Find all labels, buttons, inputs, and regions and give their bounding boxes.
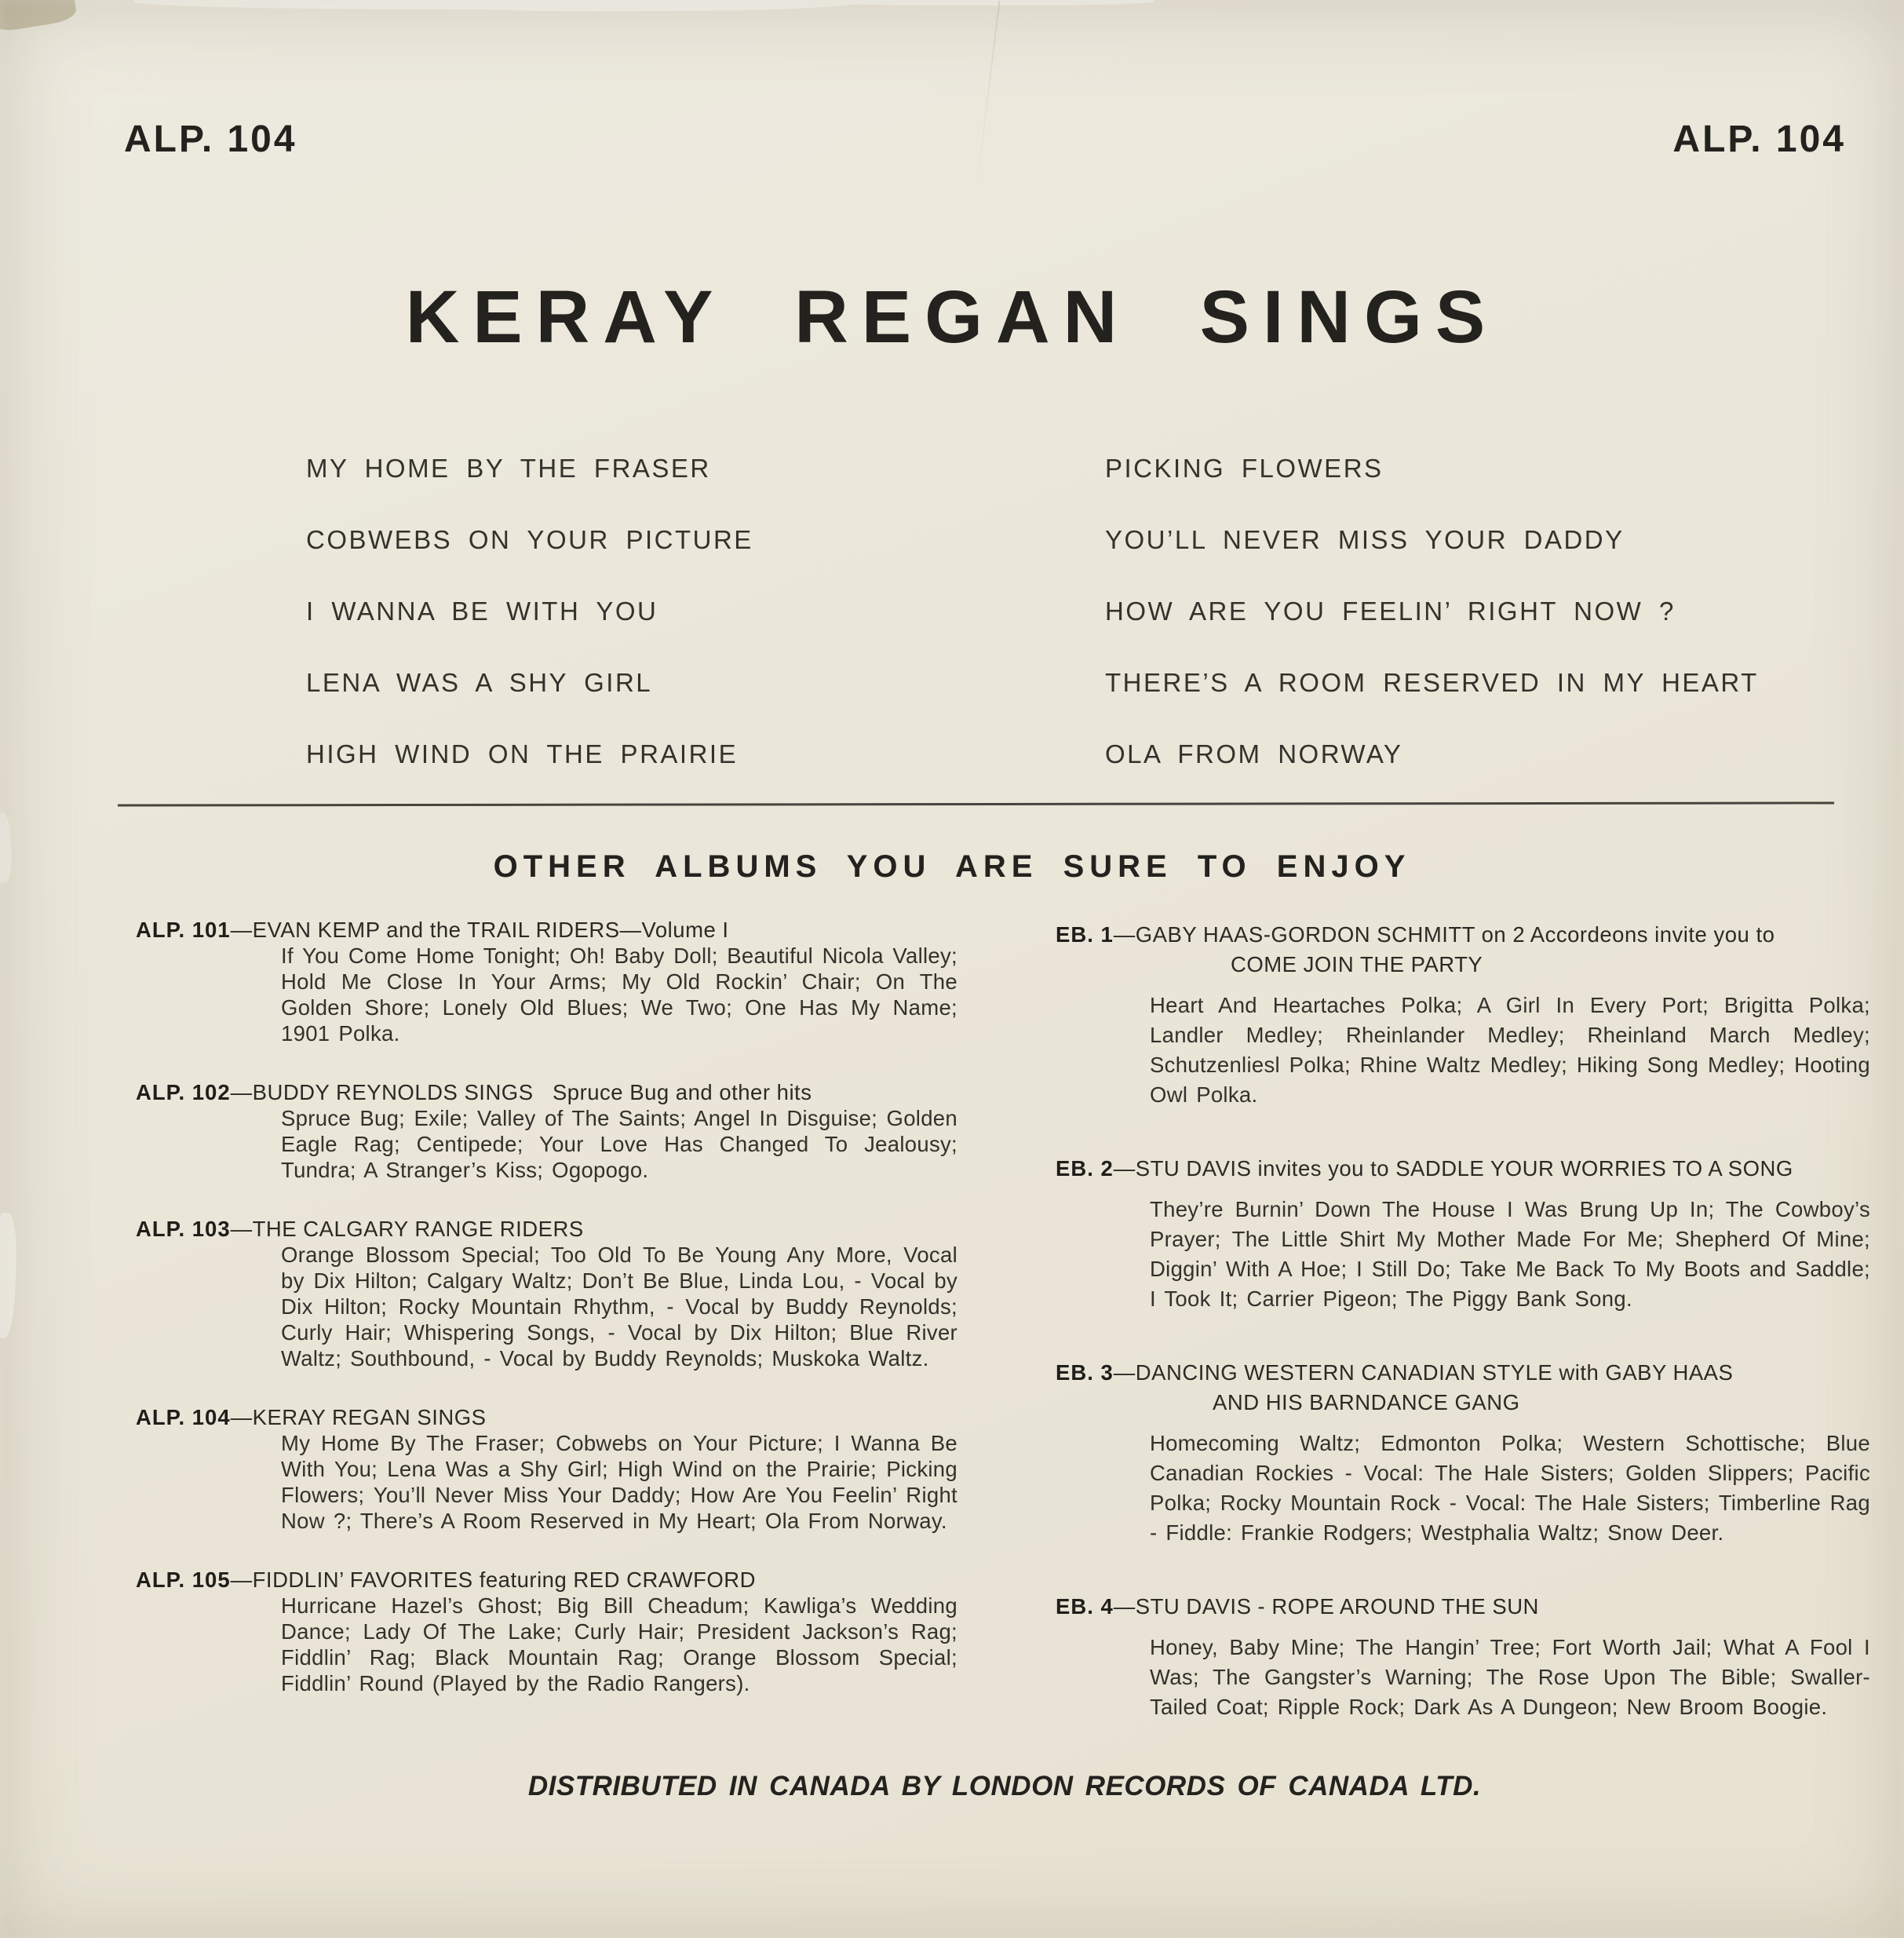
album-dash: — (1113, 1360, 1136, 1385)
album-dash: — (230, 918, 253, 942)
track-item: MY HOME BY THE FRASER (306, 454, 711, 483)
album-head-subtitle: COME JOIN THE PARTY (1231, 952, 1483, 976)
album-head-title: GABY HAAS-GORDON SCHMITT on 2 Accordeons invite you to (1135, 922, 1775, 947)
album-head (1056, 920, 1870, 950)
album-head-title: KERAY REGAN SINGS (252, 1405, 487, 1429)
track-item: OLA FROM NORWAY (1105, 739, 1403, 768)
album-head-title: STU DAVIS invites you to SADDLE YOUR WORRIES TO A SONG (1135, 1156, 1793, 1181)
paper-tear-top (440, 0, 863, 12)
album-label: EB. 3 (1056, 1360, 1114, 1385)
other-albums-heading: OTHER ALBUMS YOU ARE SURE TO ENJOY (493, 849, 1411, 884)
album-tracks: Homecoming Waltz; Edmonton Polka; Western Schottische; Blue Canadian Rockies - Vocal: The Hale Sisters; Golden Slippers; Pacific Polka; Rocky Mountain Rock - Vocal: The Hale Sisters; Timberline Rag - Fiddle: Frankie Rodgers; Westphalia Waltz; Snow Deer. (1150, 1431, 1870, 1545)
album-tracks: Heart And Heartaches Polka; A Girl In Every Port; Brigitta Polka; Landler Medley; Rheinlander Medley; Rheinland March Medley; Schutzenliesl Polka; Rhine Waltz Medley; Hiking Song Medley; Hooting Owl Polka. (1150, 993, 1870, 1107)
track-item: PICKING FLOWERS (1105, 454, 1384, 483)
album-head (136, 1404, 957, 1430)
album-dash: — (230, 1568, 253, 1592)
album-entry-alp104 (136, 1404, 957, 1534)
album-head (136, 917, 957, 943)
album-tracks: They’re Burnin’ Down The House I Was Brung Up In; The Cowboy’s Prayer; The Little Shirt My Mother Made For Me; Shepherd Of Mine; Diggin’ With A Hoe; I Still Do; Take Me Back To My Boots and Saddle; I Took It; Carrier Pigeon; The Piggy Bank Song. (1150, 1197, 1870, 1311)
album-dash: — (1113, 1594, 1136, 1619)
album-head (1056, 1358, 1870, 1388)
album-head-title: DANCING WESTERN CANADIAN STYLE with GABY HAAS (1135, 1360, 1734, 1385)
corner-wear (0, 0, 78, 33)
album-label: ALP. 101 (136, 918, 231, 942)
album-head (136, 1216, 957, 1242)
album-label: ALP. 105 (136, 1568, 231, 1592)
albums-column-right (1056, 920, 1870, 1722)
album-label: EB. 4 (1056, 1594, 1114, 1619)
album-tracks: Orange Blossom Special; Too Old To Be Young Any More, Vocal by Dix Hilton; Calgary Waltz; Don’t Be Blue, Linda Lou, - Vocal by Dix Hilton; Rocky Mountain Rhythm, - Vocal by Buddy Reynolds; Curly Hair; Whispering Songs, - Vocal by Dix Hilton; Blue River Waltz; Southbound, - Vocal by Buddy Reynolds; Muskoka Waltz. (281, 1243, 957, 1370)
track-item: THERE’S A ROOM RESERVED IN MY HEART (1105, 668, 1759, 697)
track-item: LENA WAS A SHY GIRL (306, 668, 653, 697)
album-head-subtitle: AND HIS BARNDANCE GANG (1213, 1390, 1520, 1414)
album-head-title: THE CALGARY RANGE RIDERS (252, 1217, 584, 1241)
catalog-number-left: ALP. 104 (124, 119, 297, 160)
album-dash: — (230, 1217, 253, 1241)
album-head-title: FIDDLIN’ FAVORITES featuring RED CRAWFORD (252, 1568, 757, 1592)
album-label: EB. 1 (1056, 922, 1114, 947)
album-label: EB. 2 (1056, 1156, 1114, 1181)
catalog-number-right: ALP. 104 (1672, 119, 1846, 160)
paper-crease (976, 1, 1000, 188)
album-tracks: Honey, Baby Mine; The Hangin’ Tree; Fort Worth Jail; What A Fool I Was; The Gangster’s Warning; The Rose Upon The Bible; Swaller-Tailed Coat; Ripple Rock; Dark As A Dungeon; New Broom Boogie. (1150, 1635, 1870, 1719)
album-entry-alp103 (136, 1216, 957, 1371)
album-label: ALP. 102 (136, 1080, 231, 1104)
album-head (136, 1567, 957, 1593)
track-item: I WANNA BE WITH YOU (306, 597, 658, 626)
album-dash: — (1113, 922, 1136, 947)
album-entry-eb4 (1056, 1592, 1870, 1722)
album-tracks: Spruce Bug; Exile; Valley of The Saints; Angel In Disguise; Golden Eagle Rag; Centipede; Your Love Has Changed To Jealousy; Tundra; A Stranger’s Kiss; Ogopogo. (281, 1106, 957, 1182)
album-entry-eb2 (1056, 1154, 1870, 1314)
album-head-title: STU DAVIS - ROPE AROUND THE SUN (1135, 1594, 1539, 1619)
tracklist-right (1105, 454, 1759, 769)
album-label: ALP. 103 (136, 1217, 231, 1241)
tracklist-left (306, 454, 753, 769)
album-entry-alp105 (136, 1567, 957, 1696)
album-head (136, 1079, 957, 1105)
album-tracks: If You Come Home Tonight; Oh! Baby Doll; Beautiful Nicola Valley; Hold Me Close In Your Arms; My Old Rockin’ Chair; On The Golden Shore; Lonely Old Blues; We Two; One Has My Name; 1901 Polka. (281, 943, 957, 1046)
album-label: ALP. 104 (136, 1405, 231, 1429)
track-item: COBWEBS ON YOUR PICTURE (306, 525, 753, 554)
album-head (1056, 1154, 1870, 1184)
album-dash: — (230, 1080, 253, 1104)
album-entry-alp101 (136, 917, 957, 1046)
album-entry-alp102 (136, 1079, 957, 1183)
track-item: YOU’LL NEVER MISS YOUR DADDY (1105, 525, 1625, 554)
album-dash: — (230, 1405, 253, 1429)
paper-tear-top (816, 0, 1154, 5)
album-head (1056, 1592, 1870, 1622)
album-entry-eb1 (1056, 920, 1870, 1110)
edge-wear (0, 1213, 18, 1339)
album-entry-eb3 (1056, 1358, 1870, 1548)
album-tracks: Hurricane Hazel’s Ghost; Big Bill Cheadum; Kawliga’s Wedding Dance; Lady Of The Lake; Curly Hair; President Jackson’s Rag; Fiddlin’ Rag; Black Mountain Rag; Orange Blossom Special; Fiddlin’ Round (Played by the Radio Rangers). (281, 1593, 957, 1695)
album-head-title: BUDDY REYNOLDS SINGS Spruce Bug and other hits (252, 1080, 812, 1104)
distribution-note: DISTRIBUTED IN CANADA BY LONDON RECORDS OF CANADA LTD. (527, 1771, 1482, 1801)
album-title: KERAY REGAN SINGS (405, 276, 1499, 359)
albums-column-left (136, 917, 957, 1696)
track-item: HIGH WIND ON THE PRAIRIE (306, 739, 739, 768)
album-tracks: My Home By The Fraser; Cobwebs on Your Picture; I Wanna Be With You; Lena Was a Shy Girl; High Wind on the Prairie; Picking Flowers; You’ll Never Miss Your Daddy; How Are You Feelin’ Right Now ?; There’s A Room Reserved in My Heart; Ola From Norway. (281, 1431, 957, 1533)
album-head-title: EVAN KEMP and the TRAIL RIDERS—Volume I (252, 918, 729, 942)
divider-rule (118, 801, 1834, 806)
album-dash: — (1113, 1156, 1136, 1181)
track-item: HOW ARE YOU FEELIN’ RIGHT NOW ? (1105, 597, 1676, 626)
